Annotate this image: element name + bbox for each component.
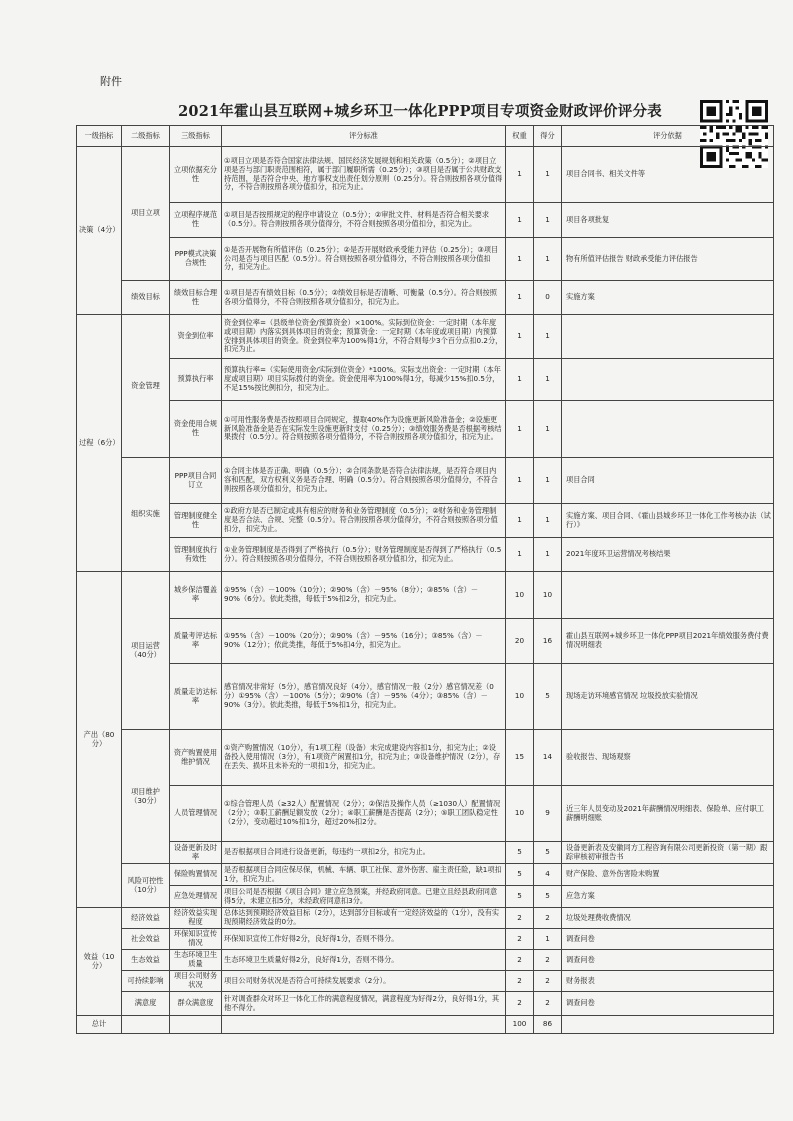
basis-cell: 项目合同书、相关文件等 <box>562 147 774 203</box>
table-row <box>77 203 774 238</box>
basis-cell: 调查问卷 <box>562 992 774 1016</box>
basis-cell: 物有所值评估报告 财政承受能力评估报告 <box>562 238 774 281</box>
criteria-cell: ①资产购置情况（10分），有1项工程（设备）未完成建设内容扣1分，扣完为止；②设备投入使用情况（3分），有1项资产闲置扣1分，扣完为止；③设备维护情况（2分），存在丢失、损坏且未补充的一项扣1分，扣完为止。 <box>222 730 506 786</box>
criteria-cell: ①合同主体是否正确、明确（0.5分）；②合同条款是否符合法律法规，是否符合项目内容和匹配，双方权利义务是否合理、明确（0.5分）。符合则按照各项分值得分，不符合则按照各项分值扣分，扣完为止。 <box>222 458 506 504</box>
score-cell: 4 <box>534 864 562 886</box>
weight-cell: 2 <box>506 908 534 929</box>
weight-cell: 1 <box>506 401 534 458</box>
evaluation-score-table <box>76 125 774 1034</box>
score-cell: 10 <box>534 572 562 619</box>
basis-cell: 项目合同 <box>562 458 774 504</box>
criteria-cell: 是否根据项目合同应保尽保，机械、车辆、职工社保、意外伤害、雇主责任险，缺1项扣1分，扣完为止。 <box>222 864 506 886</box>
table-row <box>77 458 774 504</box>
level3-cell: 资产购置使用维护情况 <box>170 730 222 786</box>
criteria-cell: 是否根据项目合同进行设备更新，每违约一项扣2分，扣完为止。 <box>222 842 506 864</box>
basis-cell <box>562 572 774 619</box>
level3-cell: 管理制度健全性 <box>170 504 222 538</box>
criteria-cell: 预算执行率=（实际使用资金/实际到位资金）*100%。实际支出资金：一定时期（本年度或项目期）项目实际拨付的资金。资金使用率为100%得1分，每减少15%扣0.5分，不足15%按比例扣分，扣完为止。 <box>222 359 506 401</box>
score-cell: 1 <box>534 538 562 572</box>
table-row <box>77 538 774 572</box>
score-cell: 9 <box>534 786 562 842</box>
basis-cell: 霍山县互联网+城乡环卫一体化PPP项目2021年绩效服务费付费情况明细表 <box>562 619 774 664</box>
score-cell: 5 <box>534 886 562 908</box>
level1-cell: 过程（6分） <box>77 315 122 572</box>
table-row <box>77 401 774 458</box>
table-row <box>77 842 774 864</box>
header-score: 得分 <box>534 126 562 147</box>
level3-cell: 城乡保洁覆盖率 <box>170 572 222 619</box>
header-level1: 一级指标 <box>77 126 122 147</box>
weight-cell: 2 <box>506 950 534 971</box>
score-cell: 5 <box>534 842 562 864</box>
weight-cell: 2 <box>506 971 534 992</box>
weight-cell: 1 <box>506 538 534 572</box>
criteria-cell: ①项目是否按照规定的程序申请设立（0.5分）；②审批文件、材料是否符合相关要求（0.5分）。符合则按照各项分值得分，不符合则按照各项分值扣分，扣完为止。 <box>222 203 506 238</box>
level2-cell: 经济效益 <box>122 908 170 929</box>
weight-cell: 2 <box>506 929 534 950</box>
level1-cell: 决策（4分） <box>77 147 122 315</box>
level3-cell: 立项依据充分性 <box>170 147 222 203</box>
level3-cell: 立项程序规范性 <box>170 203 222 238</box>
criteria-cell: 项目公司是否根据《项目合同》建立应急预案，并经政府同意。已建立且经县政府同意得5分，未建立扣5分，未经政府同意扣3分。 <box>222 886 506 908</box>
score-cell: 1 <box>534 147 562 203</box>
table-row <box>77 359 774 401</box>
score-cell: 1 <box>534 315 562 359</box>
basis-cell: 实施方案、项目合同、《霍山县城乡环卫一体化工作考核办法（试行）》 <box>562 504 774 538</box>
total-score: 86 <box>534 1016 562 1034</box>
basis-cell: 近三年人员变动及2021年薪酬情况明细表、保险单、应付职工薪酬明细账 <box>562 786 774 842</box>
page-title: 2021年霍山县互联网+城乡环卫一体化PPP项目专项资金财政评价评分表 <box>178 103 662 120</box>
level3-cell: 绩效目标合理性 <box>170 281 222 315</box>
level3-cell: 保险购置情况 <box>170 864 222 886</box>
weight-cell: 1 <box>506 281 534 315</box>
weight-cell: 1 <box>506 458 534 504</box>
basis-cell <box>562 359 774 401</box>
weight-cell: 5 <box>506 864 534 886</box>
basis-cell: 财务报表 <box>562 971 774 992</box>
level2-cell: 项目运营（40分） <box>122 572 170 730</box>
level2-cell: 资金管理 <box>122 315 170 458</box>
criteria-cell: ①95%（含）－100%（10分）；②90%（含）－95%（8分）；③85%（含）－90%（6分）。依此类推，每低于5%扣2分，扣完为止。 <box>222 572 506 619</box>
basis-cell: 财产保险、意外伤害险未购置 <box>562 864 774 886</box>
score-cell: 1 <box>534 504 562 538</box>
criteria-cell: 生态环境卫生质量好得2分，良好得1分，否则不得分。 <box>222 950 506 971</box>
weight-cell: 2 <box>506 992 534 1016</box>
level3-cell: 资金使用合规性 <box>170 401 222 458</box>
basis-cell: 垃圾处理费收费情况 <box>562 908 774 929</box>
table-row <box>77 886 774 908</box>
weight-cell: 1 <box>506 238 534 281</box>
weight-cell: 1 <box>506 359 534 401</box>
level3-cell: PPP模式决策合规性 <box>170 238 222 281</box>
table-row <box>77 619 774 664</box>
basis-cell <box>562 401 774 458</box>
basis-cell <box>562 315 774 359</box>
header-level2: 二级指标 <box>122 126 170 147</box>
score-cell: 14 <box>534 730 562 786</box>
criteria-cell: ①政府方是否已制定或具有相应的财务和业务管理制度（0.5分）；②财务和业务管理制度是否合法、合规、完整（0.5分）。符合则按照各项分值得分，不符合则按照各项分值扣分，扣完为止。 <box>222 504 506 538</box>
basis-cell: 2021年度环卫运营情况考核结果 <box>562 538 774 572</box>
weight-cell: 5 <box>506 842 534 864</box>
weight-cell: 1 <box>506 147 534 203</box>
level3-cell: 生态环境卫生质量 <box>170 950 222 971</box>
weight-cell: 10 <box>506 664 534 730</box>
level3-cell: 环保知识宣传情况 <box>170 929 222 950</box>
weight-cell: 1 <box>506 315 534 359</box>
level1-cell: 产出（80分） <box>77 572 122 908</box>
level3-cell: 预算执行率 <box>170 359 222 401</box>
weight-cell: 5 <box>506 886 534 908</box>
table-row <box>77 864 774 886</box>
criteria-cell: 项目公司财务状况是否符合可持续发展要求（2分）。 <box>222 971 506 992</box>
basis-cell: 实施方案 <box>562 281 774 315</box>
level3-cell: 质量走访达标率 <box>170 664 222 730</box>
score-cell: 1 <box>534 401 562 458</box>
annex-label: 附件 <box>100 75 122 88</box>
criteria-cell: ①可用性服务费是否按照项目合同规定，提取40%作为设施更新风险准备金；②设施更新风险准备金是否在实际发生设施更新时支付（0.25分）；③绩效服务费是否根据考核结果拨付（0.5分）。符合则按照各项分值得分，不符合则按照各项分值扣分，扣完为止。 <box>222 401 506 458</box>
score-cell: 1 <box>534 458 562 504</box>
level2-cell: 项目维护（30分） <box>122 730 170 864</box>
score-cell: 2 <box>534 992 562 1016</box>
empty-cell <box>562 1016 774 1034</box>
table-row <box>77 315 774 359</box>
header-basis: 评分依据 <box>562 126 774 147</box>
weight-cell: 15 <box>506 730 534 786</box>
table-row <box>77 929 774 950</box>
basis-cell: 应急方案 <box>562 886 774 908</box>
score-cell: 1 <box>534 929 562 950</box>
basis-cell: 验收报告、现场观察 <box>562 730 774 786</box>
score-cell: 1 <box>534 203 562 238</box>
level2-cell: 生态效益 <box>122 950 170 971</box>
table-row <box>77 730 774 786</box>
table-row <box>77 992 774 1016</box>
criteria-cell: ①项目立项是否符合国家法律法规、国民经济发展规划和相关政策（0.5分）；②项目立项是否与部门职责范围相符，属于部门履职所需（0.25分）；③项目是否属于公共财政支持范围，是否符合中央、地方事权支出责任划分原则（0.25分）。符合则按照各项分值得分，不符合则按照各项分值扣分，扣完为止。 <box>222 147 506 203</box>
table-row <box>77 786 774 842</box>
level2-cell: 风险可控性（10分） <box>122 864 170 908</box>
header-level3: 三级指标 <box>170 126 222 147</box>
level2-cell: 项目立项 <box>122 147 170 281</box>
criteria-cell: 总体达到预期经济效益目标（2分），达到部分目标或有一定经济效益的（1分），没有实现预期经济效益的0分。 <box>222 908 506 929</box>
level3-cell: 应急处理情况 <box>170 886 222 908</box>
level3-cell: 经济效益实现程度 <box>170 908 222 929</box>
basis-cell: 调查问卷 <box>562 950 774 971</box>
basis-cell: 现场走访环境感官情况 垃圾投放实验情况 <box>562 664 774 730</box>
score-cell: 0 <box>534 281 562 315</box>
criteria-cell: ①95%（含）－100%（20分）；②90%（含）－95%（16分）；③85%（含）－90%（12分）；依此类推，每低于5%扣4分，扣完为止。 <box>222 619 506 664</box>
weight-cell: 20 <box>506 619 534 664</box>
level3-cell: 人员管理情况 <box>170 786 222 842</box>
level2-cell: 可持续影响 <box>122 971 170 992</box>
criteria-cell: 环保知识宣传工作好得2分，良好得1分，否则不得分。 <box>222 929 506 950</box>
table-row <box>77 504 774 538</box>
criteria-cell: 感官情况非常好（5分），感官情况良好（4分），感官情况一般（2分）感官情况差（0分）①95%（含）－100%（5分）；②90%（含）－95%（4分）；③85%（含）－90%（3分）。依此类推，每低于5%扣1分，扣完为止。 <box>222 664 506 730</box>
score-cell: 1 <box>534 238 562 281</box>
header-criteria: 评分标准 <box>222 126 506 147</box>
criteria-cell: ①项目是否有绩效目标（0.5分）；②绩效目标是否清晰、可衡量（0.5分）。符合则按照各项分值得分，不符合则按照各项分值扣分，扣完为止。 <box>222 281 506 315</box>
criteria-cell: ①综合管理人员（≥32人）配置情况（2分）；②保洁及操作人员（≥1030人）配置情况（2分）；③职工薪酬足额发放（2分）；④职工薪酬是否提高（2分）；⑤职工团队稳定性（2分），变动超过10%扣1分，超过20%扣2分。 <box>222 786 506 842</box>
level3-cell: 设备更新及时率 <box>170 842 222 864</box>
empty-cell <box>122 1016 170 1034</box>
level3-cell: 管理制度执行有效性 <box>170 538 222 572</box>
basis-cell: 设备更新表及安徽同方工程咨询有限公司更新投资（第一期）跟踪审核初审报告书 <box>562 842 774 864</box>
empty-cell <box>170 1016 222 1034</box>
level3-cell: 群众满意度 <box>170 992 222 1016</box>
table-row <box>77 281 774 315</box>
table-row <box>77 664 774 730</box>
score-cell: 2 <box>534 950 562 971</box>
header-weight: 权重 <box>506 126 534 147</box>
weight-cell: 1 <box>506 504 534 538</box>
weight-cell: 1 <box>506 203 534 238</box>
score-cell: 5 <box>534 664 562 730</box>
level2-cell: 社会效益 <box>122 929 170 950</box>
table-row <box>77 971 774 992</box>
score-cell: 2 <box>534 908 562 929</box>
table-header-row <box>77 126 774 147</box>
criteria-cell: 资金到位率=（县级单位资金/预算资金）×100%。实际到位资金：一定时期（本年度或项目期）内落实到具体项目的资金；预算资金：一定时期（本年度或项目期）内预算安排到具体项目的资金。资金到位率为100%得1分，不符合则每少3个百分点扣0.2分，扣完为止。 <box>222 315 506 359</box>
level3-cell: 质量考评达标率 <box>170 619 222 664</box>
level3-cell: PPP项目合同订立 <box>170 458 222 504</box>
criteria-cell: 针对调查群众对环卫一体化工作的满意程度情况，满意程度为好得2分，良好得1分，其他不得分。 <box>222 992 506 1016</box>
table-row <box>77 950 774 971</box>
basis-cell: 调查问卷 <box>562 929 774 950</box>
empty-cell <box>222 1016 506 1034</box>
level2-cell: 组织实施 <box>122 458 170 572</box>
table-row <box>77 147 774 203</box>
weight-cell: 10 <box>506 572 534 619</box>
level2-cell: 满意度 <box>122 992 170 1016</box>
criteria-cell: ①是否开展物有所值评估（0.25分）；②是否开展财政承受能力评估（0.25分）；③项目公司是否与项目匹配（0.5分）。符合则按照各项分值得分，不符合则按照各项分值扣分，扣完为止。 <box>222 238 506 281</box>
table-row <box>77 572 774 619</box>
score-cell: 1 <box>534 359 562 401</box>
table-row <box>77 908 774 929</box>
level1-cell: 效益（10分） <box>77 908 122 1016</box>
score-cell: 16 <box>534 619 562 664</box>
level3-cell: 资金到位率 <box>170 315 222 359</box>
basis-cell: 项目各项批复 <box>562 203 774 238</box>
total-label: 总计 <box>77 1016 122 1034</box>
total-row <box>77 1016 774 1034</box>
table-row <box>77 238 774 281</box>
score-cell: 2 <box>534 971 562 992</box>
weight-cell: 10 <box>506 786 534 842</box>
level3-cell: 项目公司财务状况 <box>170 971 222 992</box>
criteria-cell: ①业务管理制度是否得到了严格执行（0.5分）；财务管理制度是否得到了严格执行（0.5分）。符合则按照各项分值得分，不符合则按照各项分值扣分，扣完为止。 <box>222 538 506 572</box>
total-weight: 100 <box>506 1016 534 1034</box>
level2-cell: 绩效目标 <box>122 281 170 315</box>
